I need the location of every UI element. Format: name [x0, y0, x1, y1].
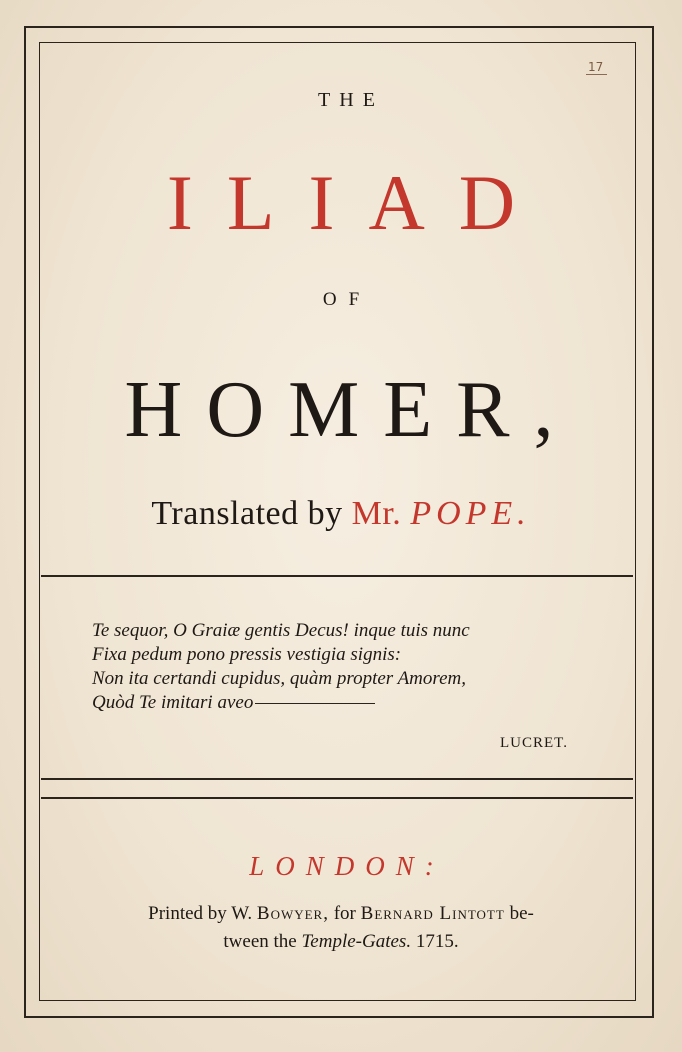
imprint-printer: Bowyer, — [256, 903, 329, 924]
motto-line: Te sequor, O Graiæ gentis Decus! inque tuis nunc — [92, 620, 470, 641]
motto-attribution: LUCRET. — [500, 735, 568, 751]
translated-by-text: Translated by — [151, 495, 343, 532]
latin-motto — [92, 619, 612, 715]
motto-line: Non ita certandi cupidus, quàm propter Amorem, — [92, 668, 466, 689]
motto-dash — [255, 703, 375, 704]
title-the: THE — [318, 89, 384, 111]
imprint-between-a: be- — [509, 903, 534, 924]
motto-line: Fixa pedum pono pressis vestigia signis: — [92, 644, 402, 665]
translator-name: POPE. — [410, 495, 531, 532]
title-homer: HOMER, — [124, 366, 578, 454]
title-iliad: ILIAD — [166, 159, 550, 246]
motto-line: Quòd Te imitari aveo — [92, 692, 254, 713]
imprint-year: 1715. — [415, 931, 459, 952]
imprint-between-b: tween the — [223, 931, 297, 952]
divider-rule-double-lower — [41, 797, 633, 799]
translator-honorific: Mr. — [351, 495, 402, 532]
imprint-text — [56, 900, 626, 956]
motto-line-last — [92, 691, 612, 715]
divider-rule-double-upper — [41, 778, 633, 780]
title-of: OF — [322, 289, 372, 310]
imprint-for: for — [333, 903, 356, 924]
divider-rule-top — [41, 575, 633, 577]
folio-number: 17 — [586, 60, 607, 75]
imprint-line-2 — [56, 928, 626, 956]
imprint-city: LONDON: — [249, 851, 445, 881]
imprint-printed-by: Printed by W. — [148, 903, 253, 924]
imprint-line-1 — [56, 900, 626, 928]
imprint-publisher: Bernard Lintott — [360, 903, 505, 924]
translator-line — [0, 492, 682, 536]
imprint-location: Temple-Gates. — [301, 931, 412, 952]
